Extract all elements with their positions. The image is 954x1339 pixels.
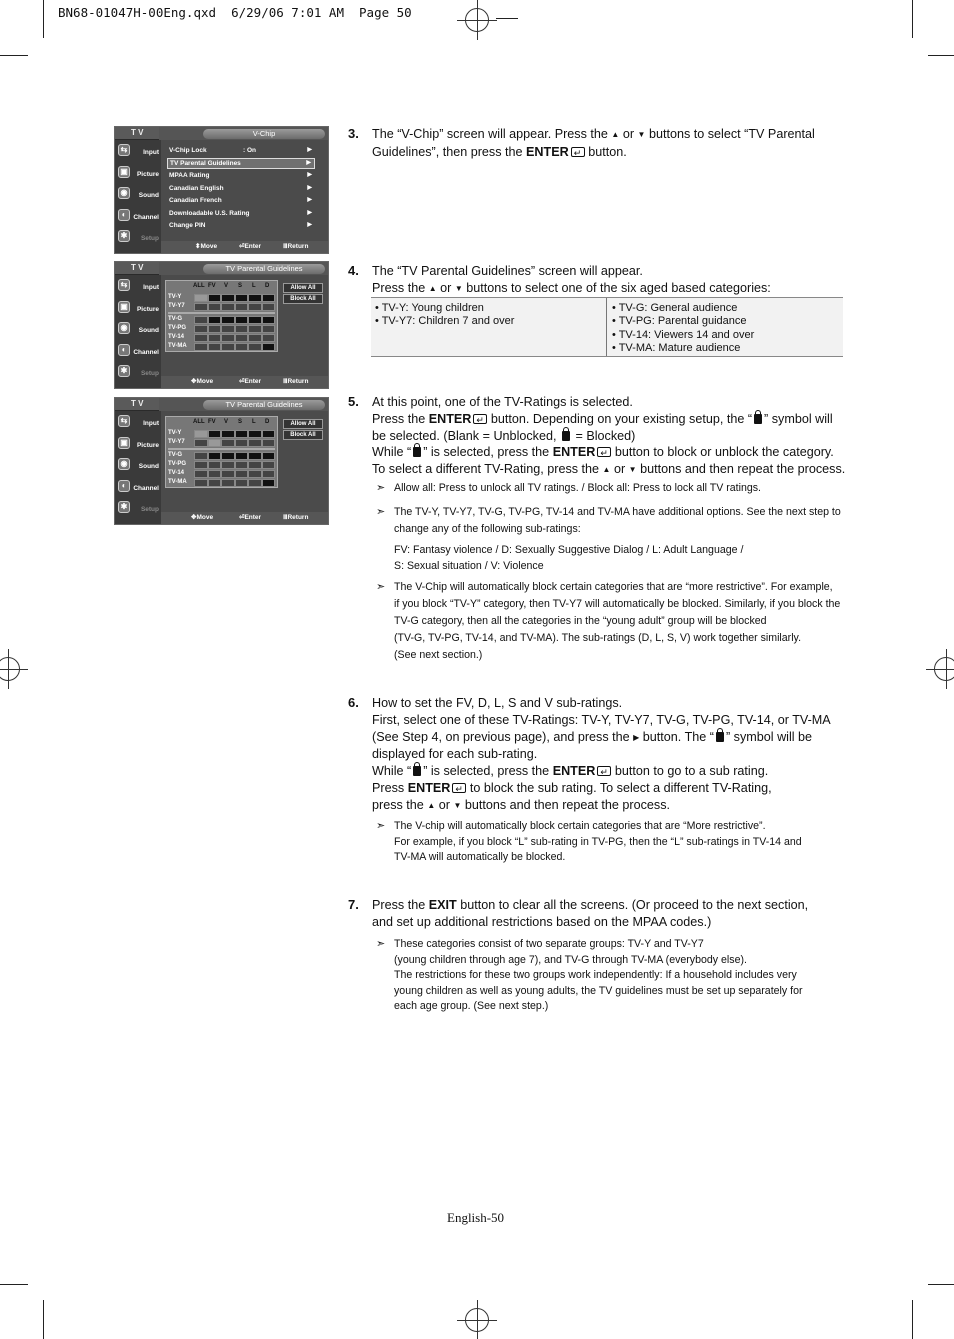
rating-cell bbox=[235, 325, 249, 333]
rating-cell bbox=[194, 334, 208, 342]
rating-cell bbox=[208, 334, 222, 342]
osd-sidebar bbox=[115, 275, 161, 388]
move-hint: ✥Move bbox=[191, 378, 214, 385]
grid-header: V bbox=[224, 283, 229, 289]
osd-footer bbox=[161, 512, 328, 524]
rating-cell bbox=[235, 303, 249, 311]
vchip-row-lock: V-Chip Lock : On ▶ bbox=[169, 147, 312, 154]
rating-cell bbox=[248, 303, 262, 311]
crop-mark bbox=[928, 1284, 954, 1285]
enter-icon bbox=[597, 766, 611, 776]
step-body: At this point, one of the TV-Ratings is selected. Press the ENTER↵ button. Depending on your existing setup, the “ ” symbol will be selected. (Blank = Unblocked, = Blocked) While “ ” is selected, press the ENTER↵ button to block or unblock the category. To select a different TV-Rating, press the ▲ or ▼ buttons and then repeat the process. bbox=[372, 394, 845, 479]
crop-mark bbox=[43, 0, 44, 38]
rating-cell bbox=[194, 343, 208, 351]
crop-mark bbox=[912, 0, 913, 38]
lock-icon bbox=[716, 732, 724, 742]
move-hint: ✥Move bbox=[191, 514, 214, 521]
rating-cell bbox=[221, 452, 235, 460]
grid-header: S bbox=[238, 419, 243, 425]
enter-hint: ⏎Enter bbox=[239, 378, 262, 385]
up-arrow-icon: ▲ bbox=[602, 465, 611, 475]
osd-side-input: ⇆ Input bbox=[115, 411, 161, 433]
osd-main bbox=[161, 411, 328, 512]
rating-cell bbox=[262, 343, 276, 351]
lock-icon bbox=[562, 431, 570, 441]
rating-cell bbox=[194, 470, 208, 478]
rating-cell bbox=[262, 294, 276, 302]
vchip-row-mpaa: MPAA Rating ▶ bbox=[169, 172, 312, 179]
vchip-screen bbox=[114, 126, 329, 254]
note-arrow-icon: ➣ bbox=[376, 506, 386, 518]
rating-cell bbox=[262, 334, 276, 342]
rating-cell bbox=[235, 479, 249, 487]
rating-cell bbox=[262, 325, 276, 333]
rating-cell bbox=[248, 334, 262, 342]
osd-sidebar bbox=[115, 411, 161, 524]
rating-cell bbox=[262, 303, 276, 311]
rating-cell bbox=[221, 334, 235, 342]
grid-header: S bbox=[238, 283, 243, 289]
rating-cell bbox=[262, 470, 276, 478]
osd-sidebar bbox=[115, 140, 161, 253]
grid-header: D bbox=[265, 283, 270, 289]
up-arrow-icon: ▲ bbox=[611, 130, 620, 139]
rating-cell bbox=[235, 316, 249, 324]
block-all-button: Block All bbox=[283, 294, 323, 304]
picture-icon: ▣ bbox=[118, 437, 130, 449]
input-icon: ⇆ bbox=[118, 279, 130, 291]
setup-icon: ✱ bbox=[118, 501, 130, 513]
osd-side-sound: ◉ Sound bbox=[115, 318, 161, 340]
rating-cell bbox=[221, 303, 235, 311]
osd-tv-label: T V bbox=[115, 127, 159, 139]
rating-cell bbox=[194, 303, 208, 311]
tv-parental-screen-1 bbox=[114, 261, 329, 389]
note-arrow-icon: ➣ bbox=[376, 482, 386, 494]
osd-main bbox=[161, 140, 328, 241]
file-slug: BN68-01047H-00Eng.qxd 6/29/06 7:01 AM Page 50 bbox=[58, 5, 412, 20]
rating-cell bbox=[235, 452, 249, 460]
rating-cell bbox=[248, 452, 262, 460]
grid-header: L bbox=[252, 419, 256, 425]
crop-mark bbox=[0, 55, 28, 56]
registration-mark-icon bbox=[457, 1300, 497, 1339]
step-number: 7. bbox=[348, 897, 359, 912]
vchip-row-canadian-english: Canadian English ▶ bbox=[169, 184, 312, 192]
crop-mark bbox=[43, 1300, 44, 1339]
rating-cell bbox=[262, 461, 276, 469]
step-body: How to set the FV, D, L, S and V sub-ratings. First, select one of these TV-Ratings: TV-Y, TV-Y7, TV-G, TV-PG, TV-14, or TV-MA (See Step 4, on previous page), and press the ▶ button. The “ ” symbol will be displayed for each sub-rating. While “ ” is selected, press the ENTER↵ button to go to a sub rating. Press ENTER↵ to block the sub rating. To select a different TV-Rating, press the ▲ or ▼ buttons and then repeat the process. bbox=[372, 695, 831, 815]
grid-row-label: TV-Y bbox=[168, 430, 182, 436]
rating-cell bbox=[235, 439, 249, 447]
grid-row-label: TV-PG bbox=[168, 461, 187, 467]
down-arrow-icon: ▼ bbox=[453, 800, 462, 810]
rating-cell bbox=[262, 430, 276, 438]
input-icon: ⇆ bbox=[118, 144, 130, 156]
return-hint: ⅢReturn bbox=[283, 378, 309, 385]
setup-icon: ✱ bbox=[118, 230, 130, 242]
rating-cell bbox=[194, 430, 208, 438]
osd-title: TV Parental Guidelines bbox=[203, 400, 325, 410]
enter-icon bbox=[571, 147, 585, 157]
rating-cell bbox=[194, 452, 208, 460]
tv-parental-screen-2 bbox=[114, 397, 329, 525]
osd-footer bbox=[161, 241, 328, 253]
rating-grid bbox=[165, 280, 278, 352]
sound-icon: ◉ bbox=[118, 187, 130, 199]
registration-mark-icon bbox=[926, 649, 954, 689]
rating-cell bbox=[208, 439, 222, 447]
move-hint: ⬍Move bbox=[195, 243, 218, 250]
grid-header: ALL bbox=[193, 419, 205, 425]
lock-icon bbox=[754, 414, 762, 424]
rating-cell bbox=[208, 461, 222, 469]
grid-row-label: TV-Y bbox=[168, 294, 182, 300]
rating-cell bbox=[208, 479, 222, 487]
osd-side-channel: ◐ Channel bbox=[115, 205, 161, 227]
grid-row-label: TV-G bbox=[168, 452, 183, 458]
vchip-row-change-pin: Change PIN ▶ bbox=[169, 222, 312, 229]
rating-categories-table bbox=[371, 297, 843, 357]
rating-cell bbox=[262, 452, 276, 460]
rating-cell bbox=[221, 430, 235, 438]
grid-row-label: TV-14 bbox=[168, 470, 185, 476]
rating-cell bbox=[221, 325, 235, 333]
osd-footer bbox=[161, 376, 328, 388]
rating-cell bbox=[208, 294, 222, 302]
rating-cell bbox=[221, 316, 235, 324]
osd-side-sound: ◉ Sound bbox=[115, 183, 161, 205]
osd-side-picture: ▣ Picture bbox=[115, 162, 161, 184]
channel-icon: ◐ bbox=[118, 480, 130, 492]
step-number: 3. bbox=[348, 126, 359, 141]
vchip-row-canadian-french: Canadian French ▶ bbox=[169, 197, 312, 204]
rating-cell bbox=[248, 294, 262, 302]
step-body: The “TV Parental Guidelines” screen will appear. Press the ▲ or ▼ buttons to select one of the six aged based categories: bbox=[372, 263, 771, 298]
grid-row-label: TV-PG bbox=[168, 325, 187, 331]
note-arrow-icon: ➣ bbox=[376, 581, 386, 593]
channel-icon: ◐ bbox=[118, 344, 130, 356]
enter-icon bbox=[452, 783, 466, 793]
rating-cell bbox=[194, 439, 208, 447]
rating-cell bbox=[221, 461, 235, 469]
rating-cell bbox=[208, 343, 222, 351]
note-arrow-icon: ➣ bbox=[376, 938, 386, 950]
categories-right: • TV-G: General audience • TV-PG: Parental guidance • TV-14: Viewers 14 and over • TV-MA: Mature audience bbox=[612, 302, 755, 355]
lock-icon bbox=[413, 447, 421, 457]
input-icon: ⇆ bbox=[118, 415, 130, 427]
osd-side-channel: ◐ Channel bbox=[115, 476, 161, 498]
osd-title: V-Chip bbox=[203, 129, 325, 139]
arrow-right-icon: ▶ bbox=[307, 197, 312, 203]
osd-side-sound: ◉ Sound bbox=[115, 454, 161, 476]
osd-side-setup: ✱ Setup bbox=[115, 226, 161, 248]
rating-cell bbox=[235, 294, 249, 302]
osd-side-input: ⇆ Input bbox=[115, 140, 161, 162]
rating-cell bbox=[235, 343, 249, 351]
grid-separator bbox=[168, 448, 275, 450]
grid-header: L bbox=[252, 283, 256, 289]
note-arrow-icon: ➣ bbox=[376, 820, 386, 832]
sound-icon: ◉ bbox=[118, 458, 130, 470]
enter-hint: ⏎Enter bbox=[239, 514, 262, 521]
rating-cell bbox=[208, 316, 222, 324]
rating-cell bbox=[221, 470, 235, 478]
rating-cell bbox=[194, 325, 208, 333]
allow-all-button: Allow All bbox=[283, 283, 323, 293]
grid-separator bbox=[168, 312, 275, 314]
grid-header: D bbox=[265, 419, 270, 425]
arrow-right-icon: ▶ bbox=[307, 172, 312, 178]
right-arrow-icon: ▶ bbox=[633, 732, 640, 742]
rating-cell bbox=[262, 479, 276, 487]
arrow-right-icon: ▶ bbox=[307, 184, 312, 191]
rating-cell bbox=[248, 430, 262, 438]
registration-mark-icon bbox=[0, 649, 28, 689]
enter-icon bbox=[473, 414, 487, 424]
categories-left: • TV-Y: Young children • TV-Y7: Children 7 and over bbox=[375, 302, 515, 328]
crop-mark bbox=[0, 1284, 28, 1285]
rating-cell bbox=[248, 470, 262, 478]
grid-row-label: TV-MA bbox=[168, 343, 187, 349]
step-body: Press the EXIT button to clear all the screens. (Or proceed to the next section, and set up additional restrictions based on the MPAA codes.) bbox=[372, 898, 809, 929]
allow-all-button: Allow All bbox=[283, 419, 323, 429]
osd-main bbox=[161, 275, 328, 376]
osd-tv-label: T V bbox=[115, 262, 159, 274]
rating-cell bbox=[235, 461, 249, 469]
rating-cell bbox=[248, 461, 262, 469]
rating-cell bbox=[221, 439, 235, 447]
down-arrow-icon: ▼ bbox=[454, 283, 463, 293]
picture-icon: ▣ bbox=[118, 301, 130, 313]
rating-cell bbox=[248, 343, 262, 351]
lock-icon bbox=[413, 766, 421, 776]
block-all-button: Block All bbox=[283, 430, 323, 440]
osd-tv-label: T V bbox=[115, 398, 159, 410]
grid-row-label: TV-Y7 bbox=[168, 439, 185, 445]
grid-header: ALL bbox=[193, 283, 205, 289]
grid-header: FV bbox=[208, 283, 216, 289]
step-number: 5. bbox=[348, 394, 359, 409]
arrow-right-icon: ▶ bbox=[306, 160, 311, 166]
rating-cell bbox=[235, 334, 249, 342]
osd-side-picture: ▣ Picture bbox=[115, 297, 161, 319]
rating-cell bbox=[194, 294, 208, 302]
rating-cell bbox=[262, 439, 276, 447]
grid-row-label: TV-14 bbox=[168, 334, 185, 340]
rating-cell bbox=[235, 430, 249, 438]
arrow-right-icon: ▶ bbox=[307, 147, 312, 153]
osd-side-picture: ▣ Picture bbox=[115, 433, 161, 455]
rating-cell bbox=[208, 470, 222, 478]
sound-icon: ◉ bbox=[118, 322, 130, 334]
vchip-row-downloadable: Downloadable U.S. Rating ▶ bbox=[169, 209, 312, 217]
rating-cell bbox=[221, 479, 235, 487]
crop-mark bbox=[928, 55, 954, 56]
crop-mark bbox=[912, 1300, 913, 1339]
osd-side-setup: ✱ Setup bbox=[115, 361, 161, 383]
rating-cell bbox=[262, 316, 276, 324]
up-arrow-icon: ▲ bbox=[428, 283, 437, 293]
return-hint: ⅢReturn bbox=[283, 514, 309, 521]
grid-row-label: TV-MA bbox=[168, 479, 187, 485]
rating-cell bbox=[208, 303, 222, 311]
rating-cell bbox=[235, 470, 249, 478]
grid-header: FV bbox=[208, 419, 216, 425]
table-divider bbox=[606, 298, 607, 356]
picture-icon: ▣ bbox=[118, 166, 130, 178]
step-body: The “V-Chip” screen will appear. Press the ▲ or ▼ buttons to select “TV Parental Guidelines”, then press the ENTER↵ button. bbox=[372, 126, 815, 161]
grid-row-label: TV-G bbox=[168, 316, 183, 322]
return-hint: ⅢReturn bbox=[283, 243, 309, 250]
osd-side-channel: ◐ Channel bbox=[115, 340, 161, 362]
grid-header: V bbox=[224, 419, 229, 425]
rating-grid bbox=[165, 416, 278, 488]
enter-icon bbox=[597, 447, 611, 457]
enter-hint: ⏎Enter bbox=[239, 243, 262, 250]
registration-mark-icon bbox=[457, 0, 497, 40]
rating-cell bbox=[194, 479, 208, 487]
osd-side-setup: ✱ Setup bbox=[115, 497, 161, 519]
step-number: 6. bbox=[348, 695, 359, 710]
down-arrow-icon: ▼ bbox=[637, 130, 646, 139]
rating-cell bbox=[194, 316, 208, 324]
up-arrow-icon: ▲ bbox=[427, 800, 436, 810]
crop-mark bbox=[496, 18, 518, 19]
osd-side-input: ⇆ Input bbox=[115, 275, 161, 297]
rating-cell bbox=[208, 430, 222, 438]
rating-cell bbox=[248, 325, 262, 333]
rating-cell bbox=[248, 316, 262, 324]
grid-row-label: TV-Y7 bbox=[168, 303, 185, 309]
arrow-right-icon: ▶ bbox=[307, 222, 312, 228]
rating-cell bbox=[221, 343, 235, 351]
vchip-row-tv-parental: TV Parental Guidelines ▶ bbox=[167, 158, 315, 169]
rating-cell bbox=[221, 294, 235, 302]
arrow-right-icon: ▶ bbox=[307, 209, 312, 216]
channel-icon: ◐ bbox=[118, 209, 130, 221]
rating-cell bbox=[208, 325, 222, 333]
step-number: 4. bbox=[348, 263, 359, 278]
osd-title: TV Parental Guidelines bbox=[203, 264, 325, 274]
down-arrow-icon: ▼ bbox=[628, 465, 637, 475]
setup-icon: ✱ bbox=[118, 365, 130, 377]
page-number: English-50 bbox=[447, 1210, 505, 1225]
rating-cell bbox=[248, 439, 262, 447]
rating-cell bbox=[194, 461, 208, 469]
rating-cell bbox=[208, 452, 222, 460]
rating-cell bbox=[248, 479, 262, 487]
